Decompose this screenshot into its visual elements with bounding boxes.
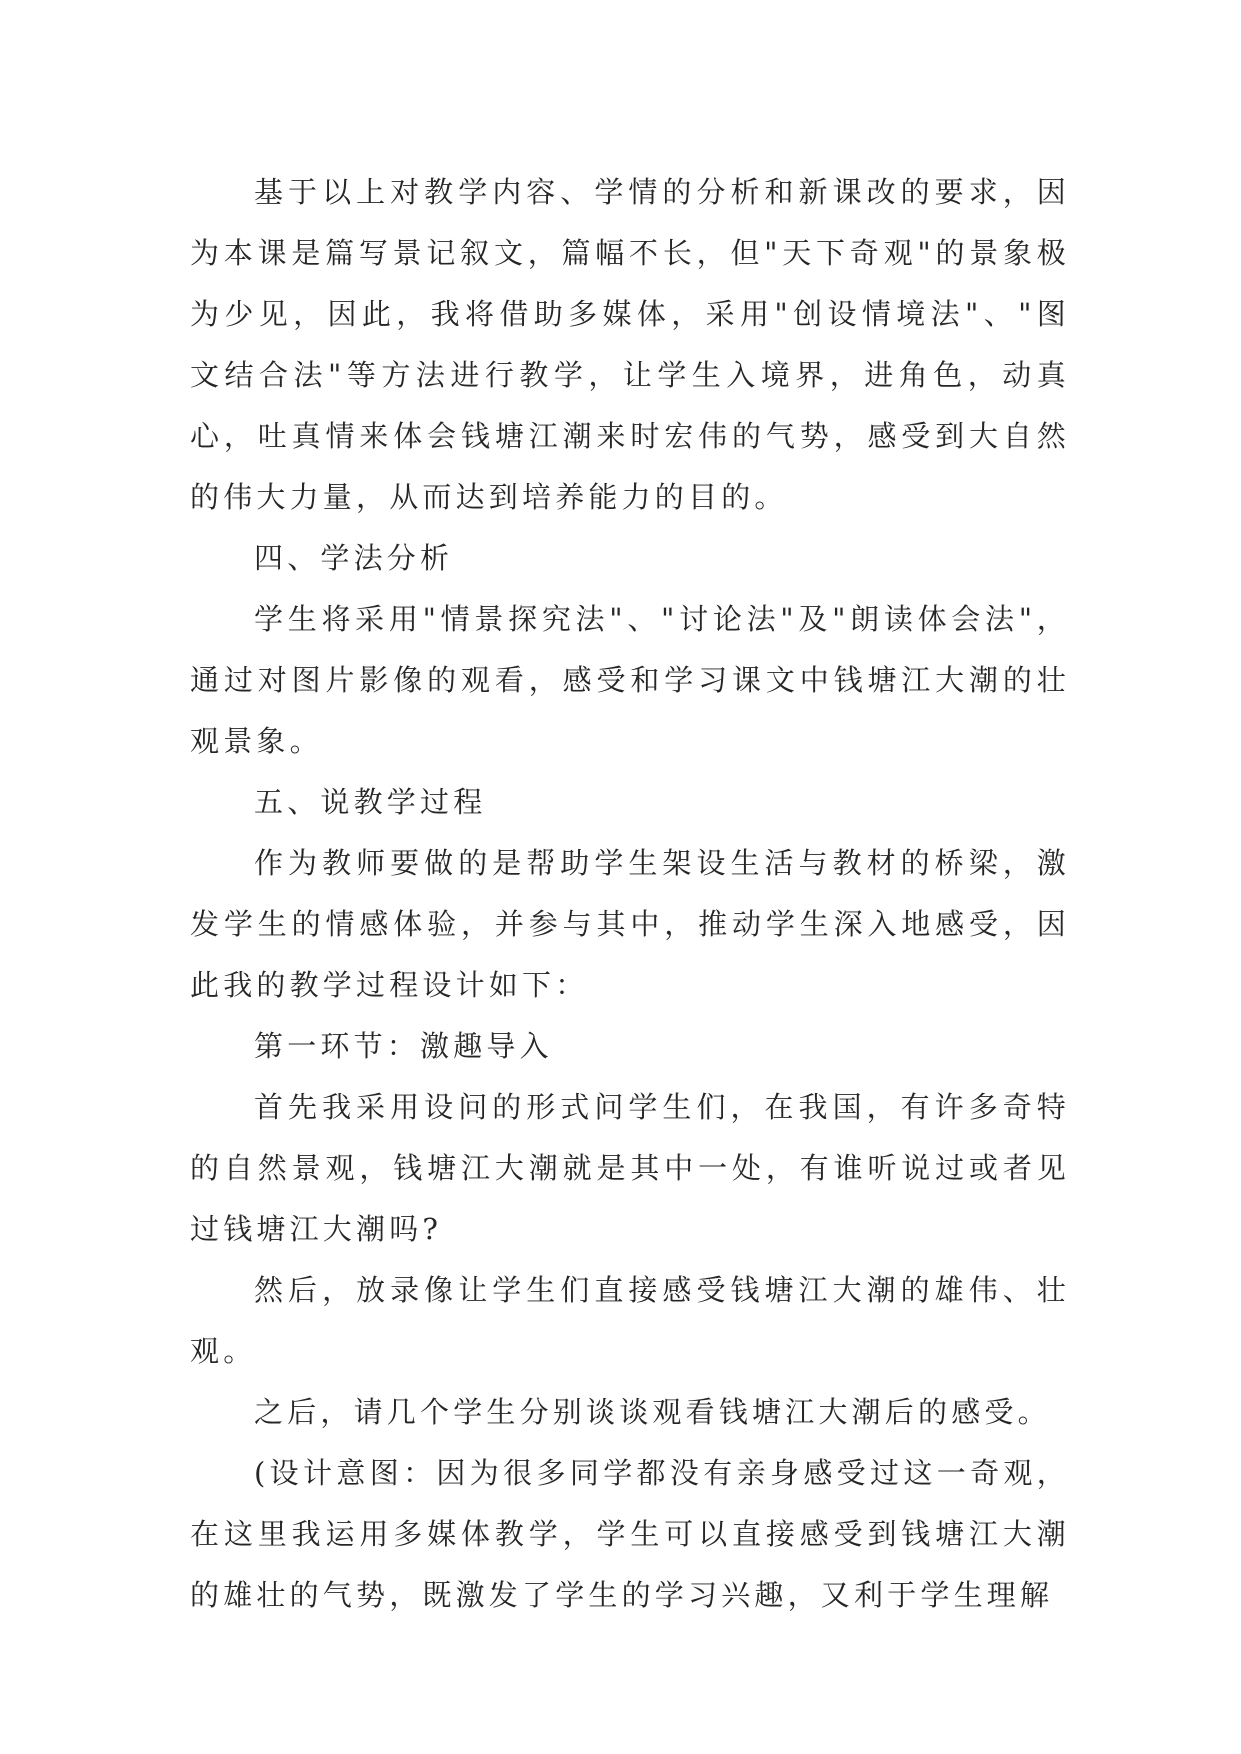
paragraph-analysis-method: 基于以上对教学内容、学情的分析和新课改的要求，因为本课是篇写景记叙文，篇幅不长，但"天下奇观"的景象极为少见，因此，我将借助多媒体，采用"创设情境法"、"图文结合法"等方法进行教学，让学生入境界，进角色，动真心，吐真情来体会钱塘江潮来时宏伟的气势，感受到大自然的伟大力量，从而达到培养能力的目的。	[190, 175, 1070, 514]
paragraph-student-feedback: 之后，请几个学生分别谈谈观看钱塘江大潮后的感受。	[254, 1395, 1051, 1429]
paragraph-opening-question: 首先我采用设问的形式问学生们，在我国，有许多奇特的自然景观，钱塘江大潮就是其中一处，有谁听说过或者见过钱塘江大潮吗?	[190, 1090, 1070, 1246]
heading-learning-method-analysis: 四、学法分析	[254, 541, 454, 575]
paragraph-design-intent: (设计意图：因为很多同学都没有亲身感受过这一奇观，在这里我运用多媒体教学，学生可以直接感受到钱塘江大潮的雄壮的气势，既激发了学生的学习兴趣，又利于学生理解	[190, 1456, 1070, 1612]
paragraph-play-video: 然后，放录像让学生们直接感受钱塘江大潮的雄伟、壮观。	[190, 1273, 1070, 1368]
paragraph-learning-methods: 学生将采用"情景探究法"、"讨论法"及"朗读体会法"，通过对图片影像的观看，感受和学习课文中钱塘江大潮的壮观景象。	[190, 602, 1070, 758]
document-body	[190, 162, 1070, 1626]
paragraph-teacher-role: 作为教师要做的是帮助学生架设生活与教材的桥梁，激发学生的情感体验，并参与其中，推动学生深入地感受，因此我的教学过程设计如下：	[190, 846, 1070, 1002]
heading-first-stage: 第一环节：激趣导入	[254, 1029, 553, 1063]
heading-teaching-process: 五、说教学过程	[254, 785, 487, 819]
